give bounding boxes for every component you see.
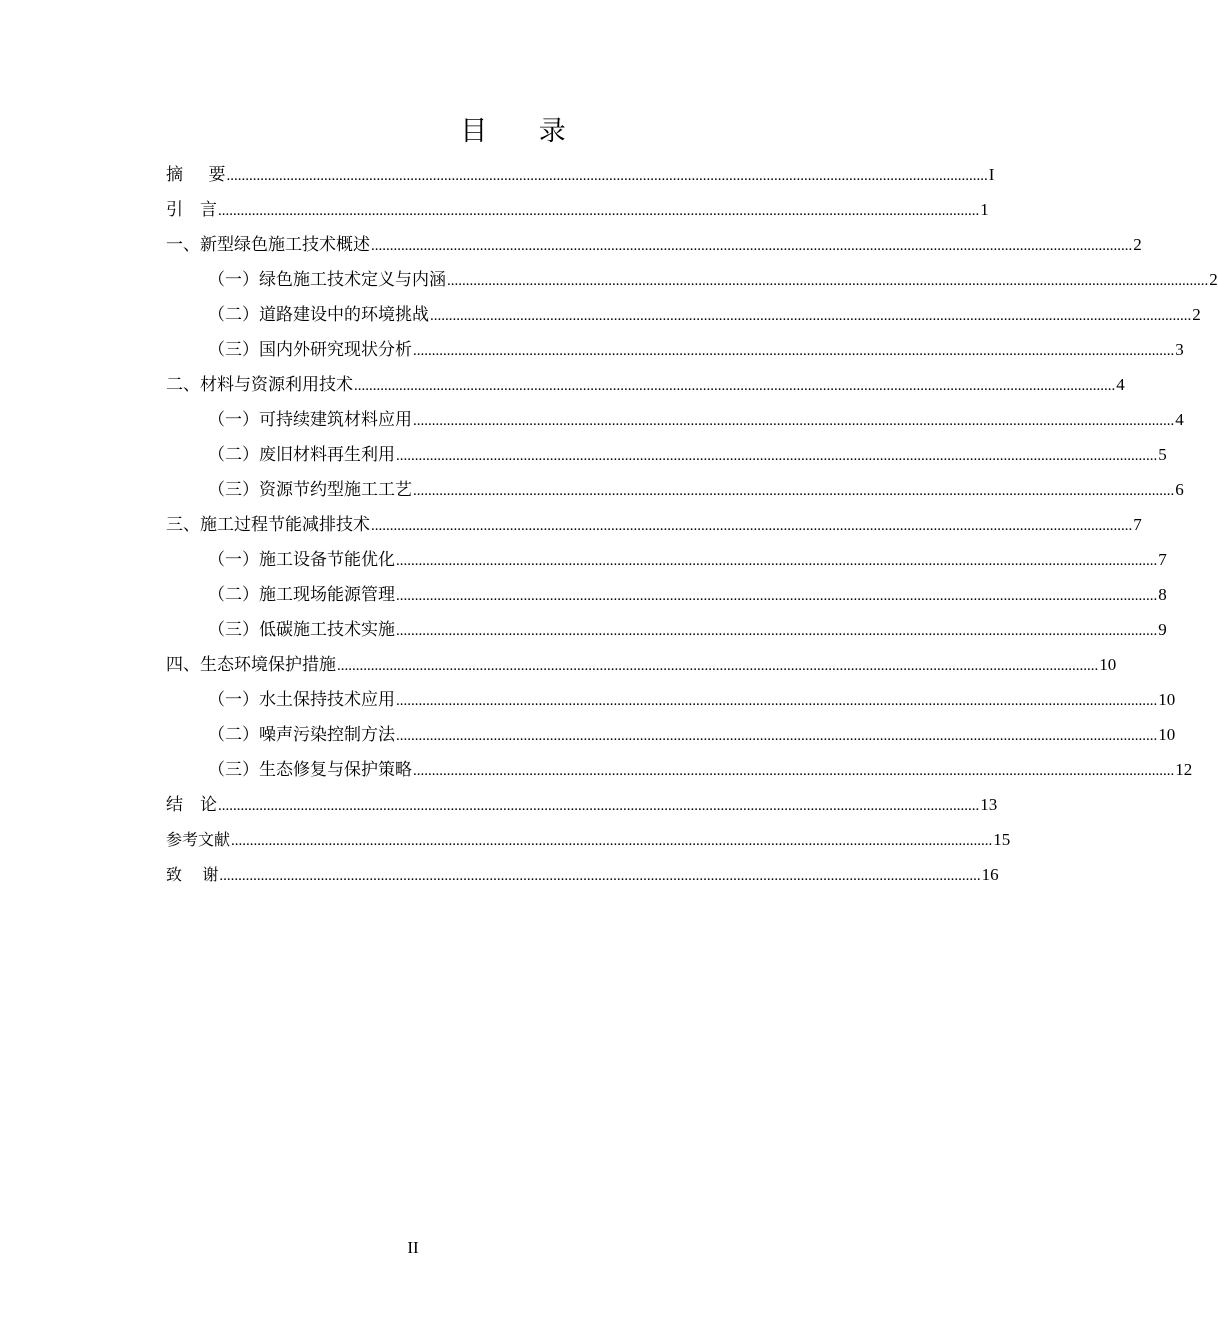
toc-dot-leader: ........................................................................................................................................................................................................... bbox=[371, 238, 1133, 254]
toc-entry-references[interactable] bbox=[166, 822, 1011, 857]
toc-entry-section-4-3[interactable] bbox=[166, 752, 1193, 787]
toc-dot-leader: ........................................................................................................................................................................................................... bbox=[430, 308, 1192, 324]
toc-page-number: 1 bbox=[980, 200, 989, 219]
toc-page-number: 4 bbox=[1175, 410, 1184, 429]
toc-entry-section-2-1[interactable] bbox=[166, 402, 1184, 437]
toc-entry-text: （一）水土保持技术应用 bbox=[208, 690, 395, 709]
toc-entry-text: 参考文献 bbox=[166, 830, 231, 849]
toc-entry-text: 一、新型绿色施工技术概述 bbox=[166, 235, 370, 254]
toc-entry-chapter-4[interactable] bbox=[166, 647, 1117, 682]
page-number: II bbox=[407, 1238, 419, 1257]
toc-entry-text: （一）可持续建筑材料应用 bbox=[208, 410, 412, 429]
toc-entry-text: 二、材料与资源利用技术 bbox=[166, 375, 353, 394]
toc-list bbox=[166, 157, 1218, 892]
toc-entry-section-4-1[interactable] bbox=[166, 682, 1176, 717]
toc-entry-section-1-1[interactable] bbox=[166, 262, 1218, 297]
toc-dot-leader: ........................................................................................................................................................................................................... bbox=[371, 518, 1133, 534]
toc-dot-leader: ........................................................................................................................................................................................................... bbox=[396, 448, 1158, 464]
toc-dot-leader: ........................................................................................................................................................................................................... bbox=[447, 273, 1209, 289]
toc-dot-leader: ........................................................................................................................................................................................................... bbox=[226, 168, 988, 184]
toc-dot-leader: ........................................................................................................................................................................................................... bbox=[219, 868, 981, 884]
toc-page-number: 10 bbox=[1099, 655, 1117, 674]
toc-dot-leader: ........................................................................................................................................................................................................... bbox=[231, 833, 993, 849]
toc-entry-text: 四、生态环境保护措施 bbox=[166, 655, 336, 674]
toc-page-number: 13 bbox=[980, 795, 998, 814]
toc-page-number: 7 bbox=[1158, 550, 1167, 569]
toc-page-number: 10 bbox=[1158, 690, 1176, 709]
toc-page-number: 3 bbox=[1175, 340, 1184, 359]
toc-entry-text: （二）废旧材料再生利用 bbox=[208, 445, 395, 464]
toc-dot-leader: ........................................................................................................................................................................................................... bbox=[396, 588, 1158, 604]
toc-page-number: 7 bbox=[1133, 515, 1142, 534]
toc-entry-chapter-1[interactable] bbox=[166, 227, 1142, 262]
toc-dot-leader: ........................................................................................................................................................................................................... bbox=[396, 623, 1158, 639]
toc-dot-leader: ........................................................................................................................................................................................................... bbox=[413, 413, 1175, 429]
toc-dot-leader: ........................................................................................................................................................................................................... bbox=[354, 378, 1116, 394]
toc-entry-section-3-3[interactable] bbox=[166, 612, 1167, 647]
toc-entry-text: 结 论 bbox=[166, 795, 217, 814]
toc-dot-leader: ........................................................................................................................................................................................................... bbox=[396, 553, 1158, 569]
toc-entry-conclusion[interactable] bbox=[166, 787, 998, 822]
toc-dot-leader: ........................................................................................................................................................................................................... bbox=[396, 728, 1158, 744]
toc-entry-acknowledgements[interactable] bbox=[166, 857, 999, 892]
toc-entry-text: 引 言 bbox=[166, 200, 217, 219]
toc-page-number: 9 bbox=[1158, 620, 1167, 639]
toc-entry-section-2-2[interactable] bbox=[166, 437, 1167, 472]
toc-dot-leader: ........................................................................................................................................................................................................... bbox=[413, 343, 1175, 359]
toc-entry-text: 致 谢 bbox=[166, 865, 219, 884]
toc-entry-section-2-3[interactable] bbox=[166, 472, 1184, 507]
toc-entry-section-3-1[interactable] bbox=[166, 542, 1167, 577]
toc-page-number: 12 bbox=[1175, 760, 1193, 779]
toc-entry-abstract[interactable] bbox=[166, 157, 995, 192]
toc-page-number: 4 bbox=[1116, 375, 1125, 394]
toc-page-number: 8 bbox=[1158, 585, 1167, 604]
toc-entry-text: 三、施工过程节能减排技术 bbox=[166, 515, 370, 534]
toc-page-number: 5 bbox=[1158, 445, 1167, 464]
toc-page-number: 2 bbox=[1133, 235, 1142, 254]
toc-dot-leader: ........................................................................................................................................................................................................... bbox=[413, 763, 1175, 779]
toc-page-number: 16 bbox=[981, 865, 999, 884]
toc-entry-text: （二）噪声污染控制方法 bbox=[208, 725, 395, 744]
toc-entry-text: （一）施工设备节能优化 bbox=[208, 550, 395, 569]
toc-dot-leader: ........................................................................................................................................................................................................... bbox=[218, 203, 980, 219]
toc-page-number: 6 bbox=[1175, 480, 1184, 499]
toc-entry-text: 摘 要 bbox=[166, 165, 226, 184]
toc-dot-leader: ........................................................................................................................................................................................................... bbox=[218, 798, 980, 814]
toc-entry-chapter-3[interactable] bbox=[166, 507, 1142, 542]
toc-page-number: I bbox=[988, 165, 995, 184]
toc-entry-text: （三）资源节约型施工工艺 bbox=[208, 480, 412, 499]
toc-entry-section-1-3[interactable] bbox=[166, 332, 1184, 367]
toc-entry-chapter-2[interactable] bbox=[166, 367, 1125, 402]
toc-entry-text: （二）施工现场能源管理 bbox=[208, 585, 395, 604]
toc-entry-text: （二）道路建设中的环境挑战 bbox=[208, 305, 429, 324]
toc-page-number: 15 bbox=[993, 830, 1011, 849]
toc-entry-section-4-2[interactable] bbox=[166, 717, 1176, 752]
toc-entry-text: （一）绿色施工技术定义与内涵 bbox=[208, 270, 446, 289]
toc-page-number: 2 bbox=[1209, 270, 1218, 289]
toc-dot-leader: ........................................................................................................................................................................................................... bbox=[396, 693, 1158, 709]
toc-entry-text: （三）生态修复与保护策略 bbox=[208, 760, 412, 779]
toc-entry-section-1-2[interactable] bbox=[166, 297, 1201, 332]
toc-entry-introduction[interactable] bbox=[166, 192, 989, 227]
toc-page-number: 10 bbox=[1158, 725, 1176, 744]
toc-page-number: 2 bbox=[1192, 305, 1201, 324]
toc-entry-section-3-2[interactable] bbox=[166, 577, 1167, 612]
toc-title: 目 录 bbox=[460, 116, 566, 147]
toc-entry-text: （三）低碳施工技术实施 bbox=[208, 620, 395, 639]
toc-dot-leader: ........................................................................................................................................................................................................... bbox=[337, 658, 1099, 674]
toc-dot-leader: ........................................................................................................................................................................................................... bbox=[413, 483, 1175, 499]
toc-entry-text: （三）国内外研究现状分析 bbox=[208, 340, 412, 359]
